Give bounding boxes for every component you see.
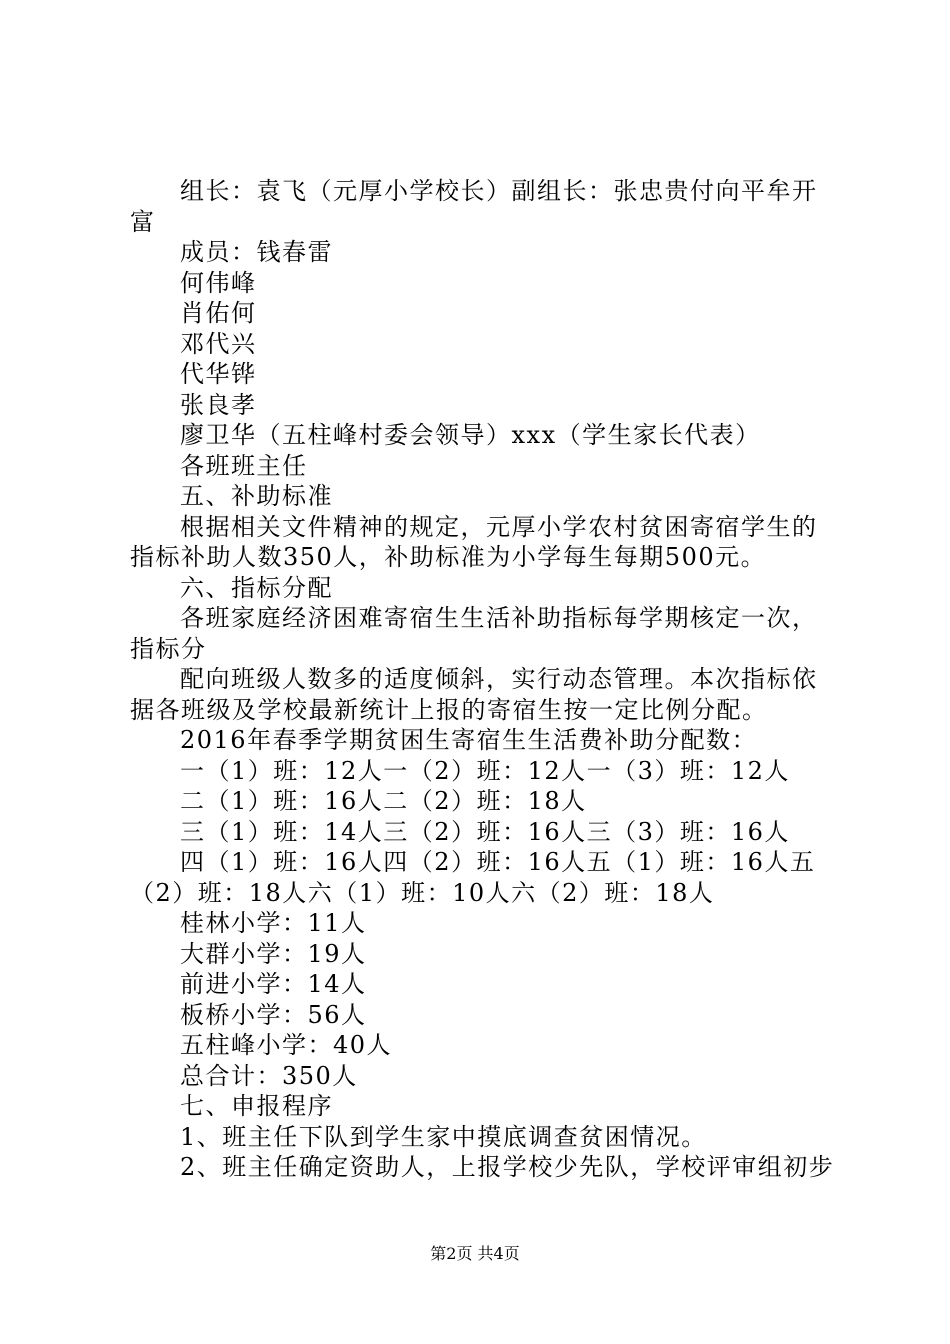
page-number-footer: 第2页 共4页 xyxy=(430,1244,520,1263)
text-line: 1、班主任下队到学生家中摸底调查贫困情况。 xyxy=(180,1122,707,1151)
text-line: 总合计：350人 xyxy=(180,1061,358,1090)
text-line: 邓代兴 xyxy=(180,329,257,358)
text-line: 何伟峰 xyxy=(180,268,257,297)
text-line: 桂林小学：11人 xyxy=(180,909,367,937)
text-line: 指标分 xyxy=(130,634,207,663)
section-heading: 五、补助标准 xyxy=(180,482,333,510)
text-line: 前进小学：14人 xyxy=(180,970,367,998)
text-line: 四（1）班：16人四（2）班：16人五（1）班：16人五 xyxy=(180,848,816,876)
section-heading: 七、申报程序 xyxy=(180,1092,333,1120)
text-line: 配向班级人数多的适度倾斜，实行动态管理。本次指标依 xyxy=(180,665,818,693)
text-line: 各班班主任 xyxy=(180,451,308,480)
text-line: 三（1）班：14人三（2）班：16人三（3）班：16人 xyxy=(180,817,790,846)
text-line: 大群小学：19人 xyxy=(180,939,367,968)
text-line: 肖佑何 xyxy=(180,299,257,327)
text-line: 组长：袁飞（元厚小学校长）副组长：张忠贵付向平牟开 xyxy=(180,177,818,205)
section-heading: 六、指标分配 xyxy=(180,573,333,602)
text-line: 一（1）班：12人一（2）班：12人一（3）班：12人 xyxy=(180,756,790,785)
text-line: 根据相关文件精神的规定，元厚小学农村贫困寄宿学生的 xyxy=(180,512,818,541)
text-line: （2）班：18人六（1）班：10人六（2）班：18人 xyxy=(130,878,715,907)
text-line: 2、班主任确定资助人，上报学校少先队，学校评审组初步 xyxy=(180,1153,835,1181)
text-line: 成员：钱春雷 xyxy=(180,238,333,266)
text-line: 指标补助人数350人，补助标准为小学每生每期500元。 xyxy=(130,543,767,571)
text-line: 2016年春季学期贫困生寄宿生生活费补助分配数： xyxy=(180,726,758,754)
text-line: 二（1）班：16人二（2）班：18人 xyxy=(180,787,587,815)
text-line: 廖卫华（五柱峰村委会领导）xxx（学生家长代表） xyxy=(180,421,761,449)
document-body xyxy=(130,176,835,1183)
text-line: 各班家庭经济困难寄宿生生活补助指标每学期核定一次， xyxy=(180,604,818,632)
text-line: 代华铧 xyxy=(180,360,257,388)
text-line: 富 xyxy=(130,207,156,236)
text-line: 五柱峰小学：40人 xyxy=(180,1031,393,1059)
text-line: 据各班级及学校最新统计上报的寄宿生按一定比例分配。 xyxy=(130,695,768,724)
text-line: 张良孝 xyxy=(180,390,257,419)
text-line: 板桥小学：56人 xyxy=(180,1000,367,1029)
